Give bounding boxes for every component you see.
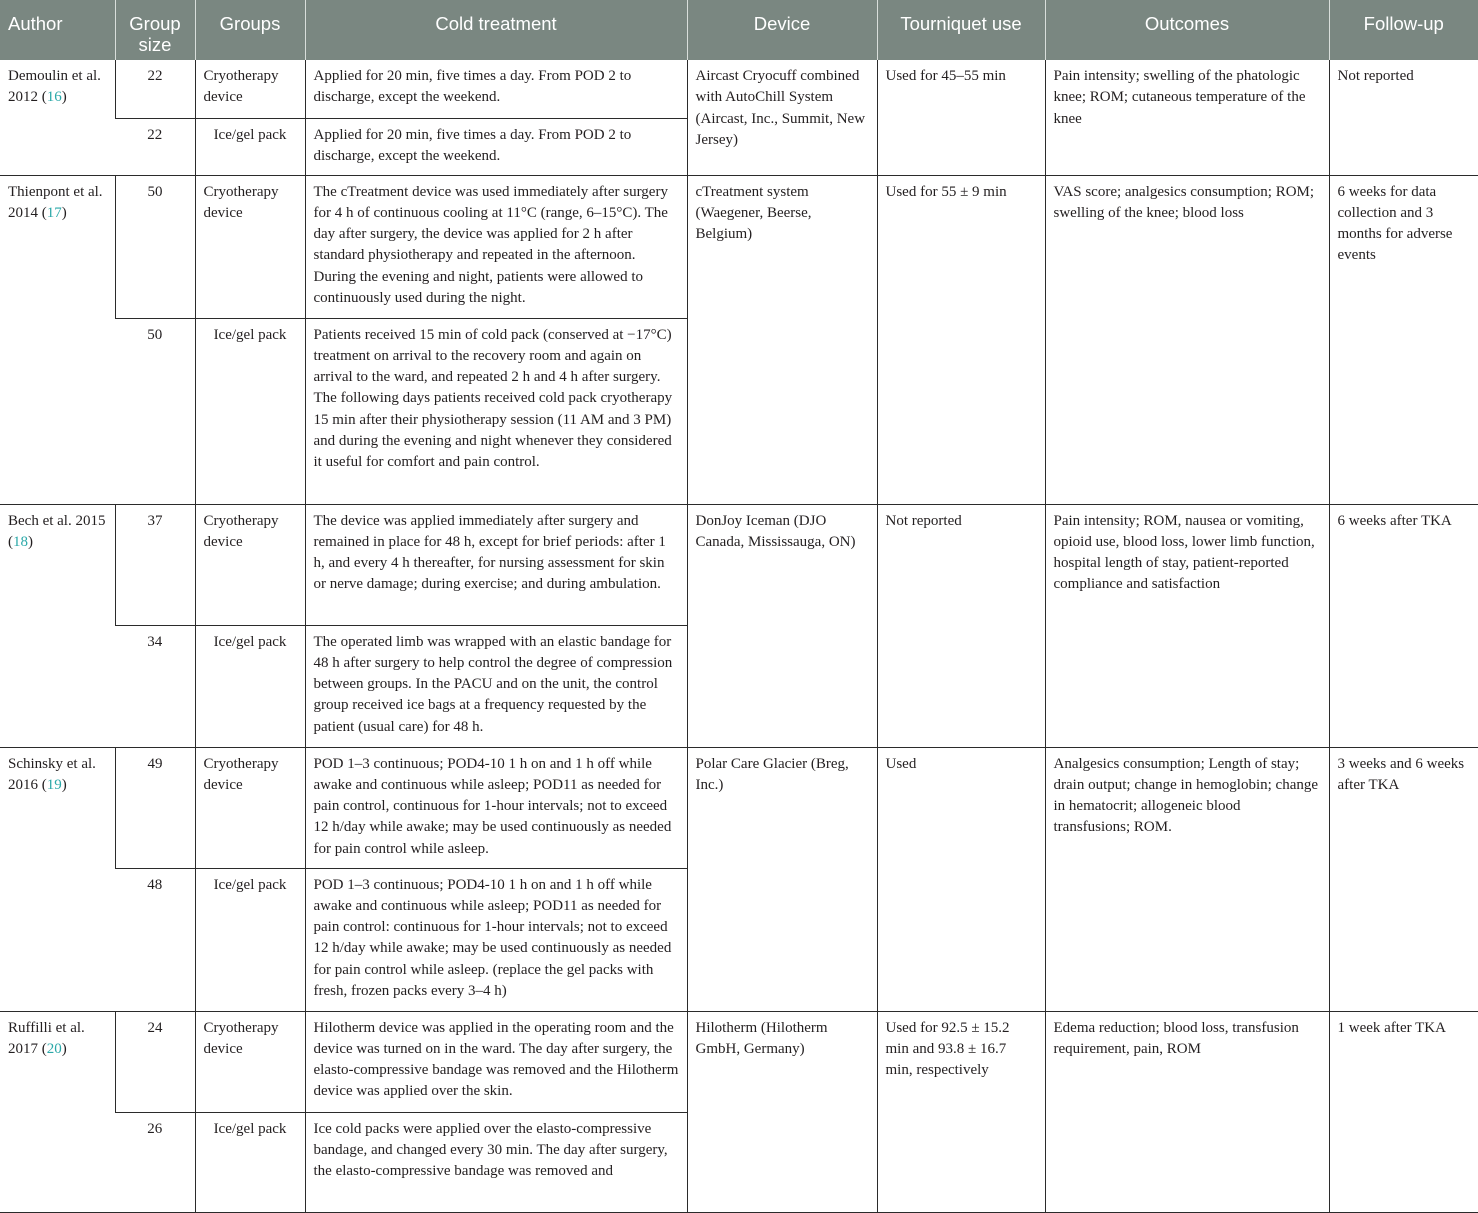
reference-link[interactable]: 18 xyxy=(13,533,28,550)
outcomes-cell: Edema reduction; blood loss, transfusion requirement, pain, ROM xyxy=(1045,1011,1329,1212)
group-size-cell: 24 xyxy=(115,1011,195,1112)
group-size-cell: 34 xyxy=(115,625,195,747)
tourniquet-cell: Not reported xyxy=(877,504,1045,747)
group-size-cell: 50 xyxy=(115,175,195,318)
follow-up-cell: Not reported xyxy=(1329,60,1478,175)
tourniquet-cell: Used for 45–55 min xyxy=(877,60,1045,175)
author-name: Ruffilli et al. 2017 xyxy=(8,1019,85,1057)
group-size-cell: 50 xyxy=(115,318,195,504)
author-cell: Schinsky et al. 2016 (19) xyxy=(0,747,115,1011)
author-name: Schinsky et al. 2016 xyxy=(8,755,96,793)
header-author: Author xyxy=(0,0,115,60)
group-name-cell: Cryotherapy device xyxy=(195,60,305,118)
group-name-cell: Ice/gel pack xyxy=(195,1112,305,1212)
table-body xyxy=(0,60,1478,1212)
follow-up-cell: 6 weeks after TKA xyxy=(1329,504,1478,747)
cold-treatment-cell: POD 1–3 continuous; POD4-10 1 h on and 1 h off while awake and continuous while asleep; POD11 as needed for pain control: continuous for 1-hour intervals; not to exceed 12 h/day while awake; may be used continuously as needed for pain control while asleep. (replace the gel packs with fresh, frozen packs every 3–4 h) xyxy=(305,868,687,1011)
follow-up-cell: 6 weeks for data collection and 3 months for adverse events xyxy=(1329,175,1478,504)
group-name-cell: Ice/gel pack xyxy=(195,868,305,1011)
outcomes-cell: Pain intensity; ROM, nausea or vomiting, opioid use, blood loss, lower limb function, hospital length of stay, patient-reported compliance and satisfaction xyxy=(1045,504,1329,747)
reference-link[interactable]: 20 xyxy=(46,1040,62,1057)
group-size-cell: 49 xyxy=(115,747,195,868)
group-name-cell: Ice/gel pack xyxy=(195,625,305,747)
table-row xyxy=(0,747,1478,868)
device-cell: DonJoy Iceman (DJO Canada, Mississauga, ON) xyxy=(687,504,877,747)
header-group-size: Group size xyxy=(115,0,195,60)
cold-treatment-cell: The device was applied immediately after surgery and remained in place for 48 h, except for brief periods: after 1 h, and every 4 h thereafter, for nursing assessment for skin or nerve damage; during exercise; and during ambulation. xyxy=(305,504,687,625)
device-cell: cTreatment system (Waegener, Beerse, Belgium) xyxy=(687,175,877,504)
table-row xyxy=(0,1011,1478,1112)
author-cell: Demoulin et al. 2012 (16) xyxy=(0,60,115,175)
tourniquet-cell: Used xyxy=(877,747,1045,1011)
table-row xyxy=(0,60,1478,118)
cold-treatment-cell: The cTreatment device was used immediately after surgery for 4 h of continuous cooling at 11°C (range, 6–15°C). The day after surgery, the device was applied for 2 h after standard physiotherapy and repeated in the afternoon. During the evening and night, patients were allowed to continuously used during the night. xyxy=(305,175,687,318)
header-device: Device xyxy=(687,0,877,60)
group-size-cell: 48 xyxy=(115,868,195,1011)
device-cell: Aircast Cryocuff combined with AutoChill System (Aircast, Inc., Summit, New Jersey) xyxy=(687,60,877,175)
group-name-cell: Ice/gel pack xyxy=(195,318,305,504)
group-size-cell: 26 xyxy=(115,1112,195,1212)
group-name-cell: Cryotherapy device xyxy=(195,1011,305,1112)
cold-treatment-cell: Applied for 20 min, five times a day. From POD 2 to discharge, except the weekend. xyxy=(305,60,687,118)
device-cell: Polar Care Glacier (Breg, Inc.) xyxy=(687,747,877,1011)
author-cell: Ruffilli et al. 2017 (20) xyxy=(0,1011,115,1212)
header-tourniquet-use: Tourniquet use xyxy=(877,0,1045,60)
cold-treatment-cell: Hilotherm device was applied in the operating room and the device was turned on in the ward. The day after surgery, the elasto-compressive bandage was removed and the Hilotherm device was applied over the skin. xyxy=(305,1011,687,1112)
cold-treatment-cell: Patients received 15 min of cold pack (conserved at −17°C) treatment on arrival to the recovery room and again on arrival to the ward, and repeated 2 h and 4 h after surgery. The following days patients received cold pack cryotherapy 15 min after their physiotherapy session (11 AM and 3 PM) and during the evening and night whenever they considered it useful for comfort and pain control. xyxy=(305,318,687,504)
cold-treatment-cell: Ice cold packs were applied over the elasto-compressive bandage, and changed every 30 min. The day after surgery, the elasto-compressive bandage was removed and xyxy=(305,1112,687,1212)
cold-treatment-cell: POD 1–3 continuous; POD4-10 1 h on and 1 h off while awake and continuous while asleep; POD11 as needed for pain control, continuous for 1-hour intervals; not to exceed 12 h/day while awake; may be used continuously as needed for pain control while asleep. xyxy=(305,747,687,868)
author-cell: Thienpont et al. 2014 (17) xyxy=(0,175,115,504)
outcomes-cell: Analgesics consumption; Length of stay; drain output; change in hemoglobin; change in hematocrit; allogeneic blood transfusions; ROM. xyxy=(1045,747,1329,1011)
outcomes-cell: VAS score; analgesics consumption; ROM; swelling of the knee; blood loss xyxy=(1045,175,1329,504)
group-name-cell: Cryotherapy device xyxy=(195,504,305,625)
group-name-cell: Cryotherapy device xyxy=(195,747,305,868)
author-name: Thienpont et al. 2014 xyxy=(8,183,103,221)
table-row xyxy=(0,175,1478,318)
group-name-cell: Cryotherapy device xyxy=(195,175,305,318)
outcomes-cell: Pain intensity; swelling of the phatologic knee; ROM; cutaneous temperature of the knee xyxy=(1045,60,1329,175)
tourniquet-cell: Used for 92.5 ± 15.2 min and 93.8 ± 16.7 min, respectively xyxy=(877,1011,1045,1212)
cold-treatment-cell: Applied for 20 min, five times a day. From POD 2 to discharge, except the weekend. xyxy=(305,118,687,175)
reference-link[interactable]: 17 xyxy=(46,204,62,221)
group-size-cell: 22 xyxy=(115,60,195,118)
table-header xyxy=(0,0,1478,60)
follow-up-cell: 3 weeks and 6 weeks after TKA xyxy=(1329,747,1478,1011)
tourniquet-cell: Used for 55 ± 9 min xyxy=(877,175,1045,504)
table-row xyxy=(0,504,1478,625)
group-size-cell: 22 xyxy=(115,118,195,175)
group-size-cell: 37 xyxy=(115,504,195,625)
group-name-cell: Ice/gel pack xyxy=(195,118,305,175)
header-outcomes: Outcomes xyxy=(1045,0,1329,60)
reference-link[interactable]: 16 xyxy=(46,89,62,106)
header-follow-up: Follow-up xyxy=(1329,0,1478,60)
device-cell: Hilotherm (Hilotherm GmbH, Germany) xyxy=(687,1011,877,1212)
author-name: Bech et al. 2015 xyxy=(8,512,106,529)
author-name: Demoulin et al. 2012 xyxy=(8,68,101,106)
follow-up-cell: 1 week after TKA xyxy=(1329,1011,1478,1212)
reference-link[interactable]: 19 xyxy=(46,776,62,793)
cold-treatment-cell: The operated limb was wrapped with an elastic bandage for 48 h after surgery to help control the degree of compression between groups. In the PACU and on the unit, the control group received ice bags at a frequency requested by the patient (usual care) for 48 h. xyxy=(305,625,687,747)
header-row xyxy=(0,0,1478,60)
header-groups: Groups xyxy=(195,0,305,60)
author-cell: Bech et al. 2015 (18) xyxy=(0,504,115,747)
header-cold-treatment: Cold treatment xyxy=(305,0,687,60)
